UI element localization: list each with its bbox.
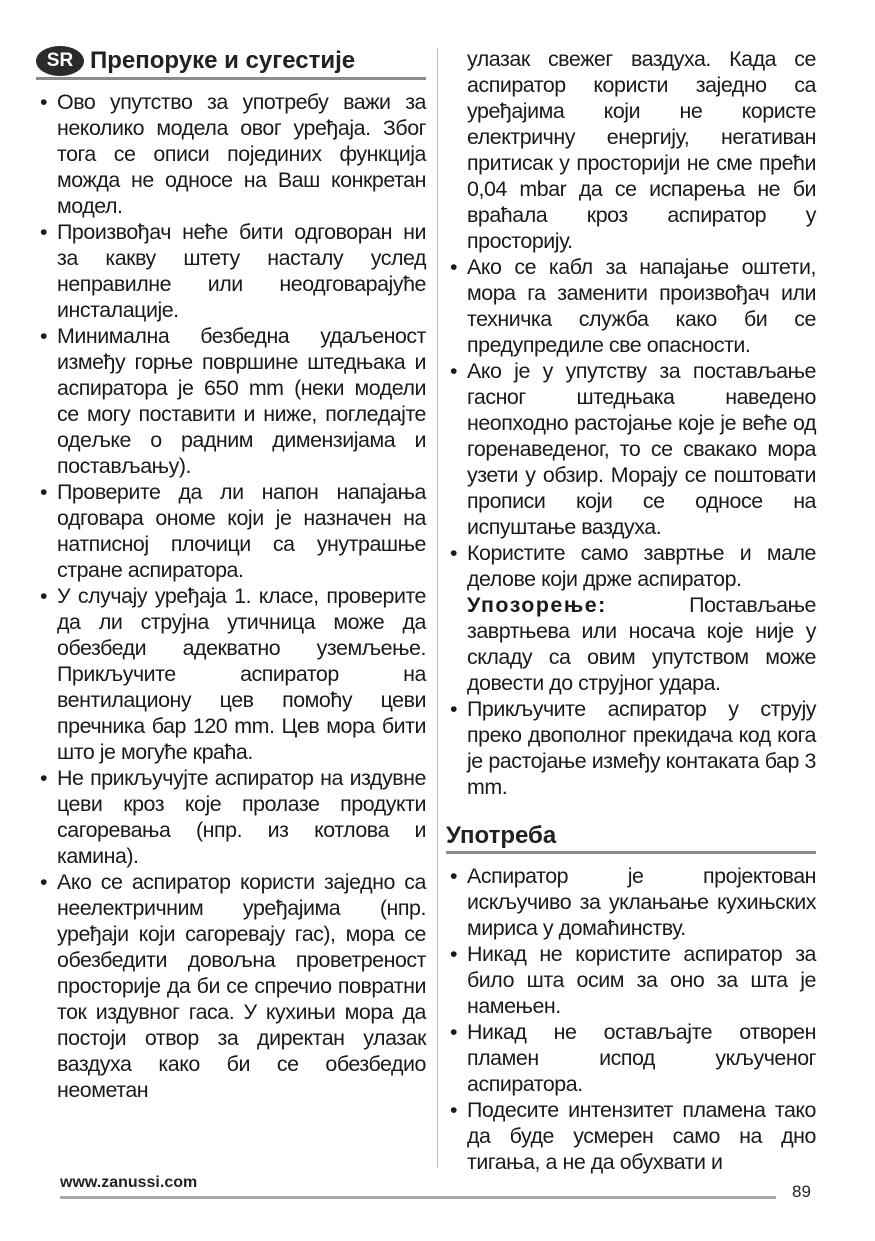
- page-number: 89: [792, 1182, 811, 1201]
- section-title: Употреба: [446, 822, 557, 849]
- list-item: • Не прикључујте аспиратор на издувне цеви кроз које пролазе продукти сагоревања (нпр. из котлова и камина).: [36, 765, 426, 869]
- footer-rule: [60, 1196, 776, 1199]
- recommendations-list: [36, 89, 426, 1103]
- list-item: • Аспиратор је пројектован искључиво за уклањање кухињских мириса у домаћинству.: [446, 863, 816, 941]
- list-item: • Ако је у упутству за постављање гасног штедњака наведено неопходно растојање које је веће од горенаведеног, то се свакако мора узети у обзир. Морају се поштовати прописи који се односе на испуштање ваздуха.: [446, 358, 816, 540]
- section-title: Препоруке и сугестије: [90, 47, 356, 74]
- warning-note: [446, 592, 816, 696]
- section-heading-usage: [446, 822, 816, 854]
- right-column: [446, 46, 816, 1175]
- list-item-continued: улазак свежег ваздуха. Када се аспиратор користи заједно са уређајима који не користе електричну енергију, негативан притисак у просторији не сме прећи 0,04 mbar да се испарења не би враћала кроз аспиратор у просторију.: [467, 47, 816, 253]
- list-item: • Минимална безбедна удаљеност између горње површине штедњака и аспиратора је 650 mm (неки модели се могу поставити и ниже, погледајте одељке о радним димензијама и постављању).: [36, 323, 426, 479]
- column-divider: [437, 48, 438, 1168]
- warning-label: Упозорење:: [467, 593, 607, 617]
- list-item: • Проверите да ли напон напајања одговара ономе који је назначен на натписној плочици са унутрашње стране аспиратора.: [36, 479, 426, 583]
- list-item: • Користите само завртње и мале делове који држе аспиратор.: [446, 540, 816, 592]
- list-item: • Ово упутство за употребу важи за неколико модела овог уређаја. Због тога се описи појединих функција можда не односе на Ваш конкретан модел.: [36, 89, 426, 219]
- recommendations-list-continued: [446, 46, 816, 800]
- warning-text: Постављање завртњева или носача које није у складу са овим упутством може довести до струјног удара.: [467, 593, 816, 695]
- list-item: • У случају уређаја 1. класе, проверите да ли струјна утичница може да обезбеди адекватно уземљење. Прикључите аспиратор на вентилациону цев помоћу цеви пречника бар 120 mm. Цев мора бити што је могуће краћа.: [36, 583, 426, 765]
- usage-list: [446, 863, 816, 1175]
- list-item: • Произвођач неће бити одговоран ни за какву штету насталу услед неправилне или неодговарајуће инсталације.: [36, 219, 426, 323]
- footer-website: www.zanussi.com: [60, 1174, 198, 1191]
- list-item: • Прикључите аспиратор у струју преко двополног прекидача код кога је растојање између контаката бар 3 mm.: [446, 696, 816, 800]
- section-heading-recommendations: [36, 46, 426, 80]
- left-column: [36, 46, 426, 1103]
- list-item: • Подесите интензитет пламена тако да буде усмерен само на дно тигања, а не да обухвати и: [446, 1097, 816, 1175]
- language-badge: SR: [36, 46, 84, 76]
- list-item: • Ако се кабл за напајање оштети, мора га заменити произвођач или техничка служба како би се предупредиле све опасности.: [446, 254, 816, 358]
- list-item: • Никад не користите аспиратор за било шта осим за оно за шта је намењен.: [446, 941, 816, 1019]
- list-item: • Ако се аспиратор користи заједно са неелектричним уређајима (нпр. уређаји који сагоревају гас), мора се обезбедити довољна проветреност просторије да би се спречио повратни ток издувног гаса. У кухињи мора да постоји отвор за директан улазак ваздуха како би се обезбедио неометан: [36, 869, 426, 1103]
- list-item: • Никад не остављајте отворен пламен испод укљученог аспиратора.: [446, 1019, 816, 1097]
